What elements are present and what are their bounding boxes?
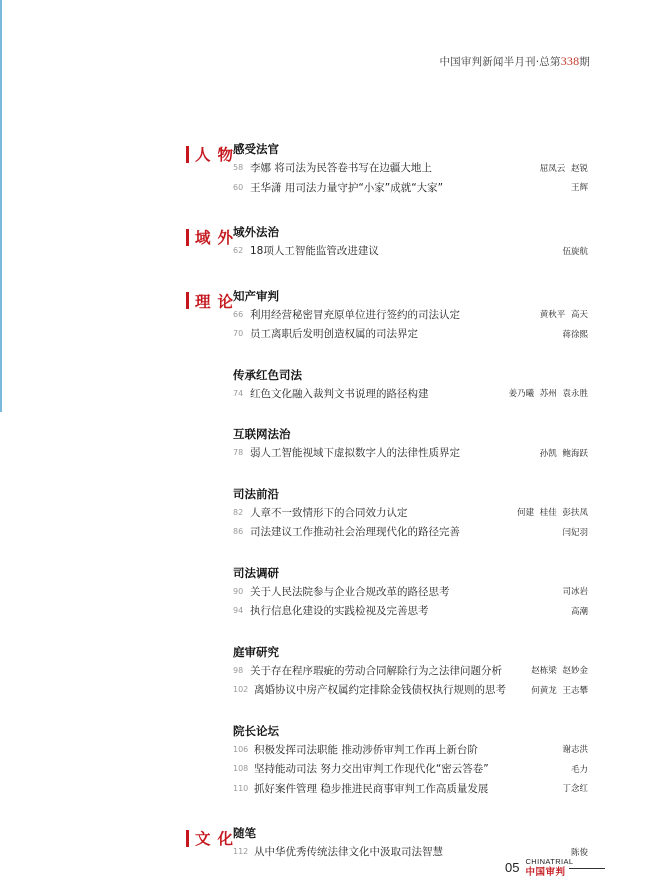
brand-chinese: 中国审判	[525, 867, 566, 878]
category-label: 域外	[195, 229, 241, 247]
entry-authors: 蒋徐熙	[562, 329, 588, 340]
entry-page-number: 108	[233, 764, 249, 774]
subsection-title: 感受法官	[233, 142, 279, 156]
masthead-suffix: 期	[579, 56, 590, 68]
toc-entry[interactable]	[233, 680, 588, 700]
subsection-title: 司法前沿	[233, 486, 279, 501]
toc-entry[interactable]	[233, 759, 588, 779]
entry-authors: 司冰岩	[562, 587, 588, 598]
page-footer	[505, 857, 585, 878]
entry-authors: 闫妃羽	[562, 527, 588, 538]
entry-page-number: 106	[233, 744, 249, 754]
entry-authors: 伍旋航	[562, 246, 588, 257]
entry-page-number: 70	[233, 329, 244, 339]
toc-entry[interactable]	[233, 324, 588, 344]
entry-authors: 谢志洪	[562, 745, 588, 756]
page-edge-line	[0, 0, 2, 412]
entry-title: 王华潇 用司法力量守护“小家”成就“大家”	[250, 181, 444, 194]
entry-title: 红色文化融入裁判文书说理的路径构建	[250, 387, 429, 400]
entry-authors: 何建 桂佳 彭扶凤	[517, 508, 588, 519]
subsection-title: 庭审研究	[233, 644, 279, 659]
toc-entry[interactable]	[233, 522, 588, 542]
entry-authors: 赵栋梁 赵妙金	[531, 666, 588, 677]
category-marker	[186, 292, 189, 309]
category-heading	[186, 143, 240, 165]
toc-entry[interactable]	[233, 178, 588, 198]
masthead-prefix: 中国审判新闻半月刊·总第	[439, 56, 561, 68]
entry-title: 抓好案件管理 稳步推进民商事审判工作高质量发展	[254, 782, 489, 795]
toc-entry[interactable]	[233, 443, 588, 463]
entry-title: 李娜 将司法为民答卷书写在边疆大地上	[250, 162, 432, 175]
entry-title: 从中华优秀传统法律文化中汲取司法智慧	[254, 846, 443, 859]
entry-authors: 王辉	[570, 183, 588, 194]
toc-entry[interactable]	[233, 582, 588, 602]
entry-page-number: 86	[233, 527, 244, 537]
entry-authors: 黄秋平 高天	[539, 310, 588, 321]
category-heading	[186, 827, 240, 849]
table-of-contents	[186, 140, 588, 862]
entry-page-number: 74	[233, 388, 244, 398]
entry-title: 弱人工智能视域下虚拟数字人的法律性质界定	[250, 447, 460, 460]
category-marker	[186, 830, 189, 847]
masthead	[439, 54, 590, 69]
brand-underline	[569, 868, 605, 869]
entry-title: 人章不一致情形下的合同效力认定	[250, 506, 408, 519]
category-label: 理论	[195, 292, 241, 311]
entry-authors: 何黄龙 王志攀	[531, 685, 588, 696]
entry-title: 积极发挥司法职能 推动涉侨审判工作再上新台阶	[254, 743, 478, 756]
entry-page-number: 66	[233, 309, 244, 319]
toc-entry[interactable]	[233, 241, 588, 261]
toc-entry[interactable]	[233, 503, 588, 523]
entry-title: 坚持能动司法 努力交出审判工作现代化“密云答卷”	[254, 763, 489, 776]
category-marker	[186, 229, 189, 246]
entry-page-number: 62	[233, 246, 244, 256]
category-heading	[186, 290, 240, 312]
subsection-title: 传承红色司法	[233, 367, 302, 382]
entry-page-number: 58	[233, 163, 244, 173]
brand-logo	[525, 857, 585, 878]
entry-title: 员工离职后发明创造权属的司法界定	[250, 328, 418, 341]
category-heading	[186, 226, 240, 248]
entry-authors: 毛力	[570, 764, 588, 775]
entry-authors: 姜乃曦 苏州 袁永胜	[508, 389, 588, 400]
category-label: 人物	[195, 146, 241, 164]
toc-entry[interactable]	[233, 779, 588, 799]
issue-number: 338	[560, 54, 580, 68]
toc-entry[interactable]	[233, 661, 588, 681]
entry-page-number: 78	[233, 448, 244, 458]
subsection-title: 知产审判	[233, 288, 279, 303]
entry-authors: 高潮	[570, 606, 588, 617]
subsection-title: 互联网法治	[233, 427, 291, 441]
toc-entry[interactable]	[233, 740, 588, 760]
entry-title: 司法建议工作推动社会治理现代化的路径完善	[250, 526, 460, 539]
toc-entry[interactable]	[233, 384, 588, 404]
subsection-title: 司法调研	[233, 565, 279, 580]
toc-entry[interactable]	[233, 158, 588, 178]
entry-page-number: 90	[233, 586, 244, 596]
entry-authors: 丁念红	[562, 784, 588, 795]
entry-title: 关于人民法院参与企业合规改革的路径思考	[250, 585, 450, 598]
brand-english: CHINATRIAL	[525, 857, 574, 866]
entry-page-number: 98	[233, 665, 244, 675]
toc-section	[186, 223, 588, 261]
entry-authors: 陈俊	[570, 847, 588, 858]
entry-page-number: 110	[233, 783, 249, 793]
entry-title: 18项人工智能监管改进建议	[250, 245, 379, 258]
entry-authors: 孙凯 鲍海跃	[539, 448, 588, 459]
category-label: 文化	[195, 830, 241, 848]
section-spacer	[186, 197, 588, 223]
section-spacer	[186, 798, 588, 824]
subsection-title: 院长论坛	[233, 723, 279, 738]
toc-entry[interactable]	[233, 601, 588, 621]
subsection-title: 域外法治	[233, 225, 279, 239]
entry-page-number: 60	[233, 182, 244, 192]
subsection-title: 随笔	[233, 826, 256, 840]
entry-page-number: 112	[233, 847, 249, 857]
toc-section	[186, 140, 588, 197]
entry-page-number: 94	[233, 606, 244, 616]
entry-title: 关于存在程序瑕疵的劳动合同解除行为之法律问题分析	[250, 664, 502, 677]
entry-title: 执行信息化建设的实践检视及完善思考	[250, 605, 429, 618]
category-marker	[186, 146, 189, 163]
entry-page-number: 82	[233, 507, 244, 517]
entry-title: 离婚协议中房产权属约定排除金钱债权执行规则的思考	[254, 684, 506, 697]
section-spacer	[186, 261, 588, 287]
toc-section	[186, 287, 588, 799]
entry-title: 利用经营秘密冒充原单位进行签约的司法认定	[250, 308, 460, 321]
toc-section	[186, 824, 588, 862]
entry-page-number: 102	[233, 685, 249, 695]
page-number: 05	[505, 860, 520, 875]
toc-entry[interactable]	[233, 305, 588, 325]
entry-authors: 屈凤云 赵锐	[539, 163, 588, 174]
